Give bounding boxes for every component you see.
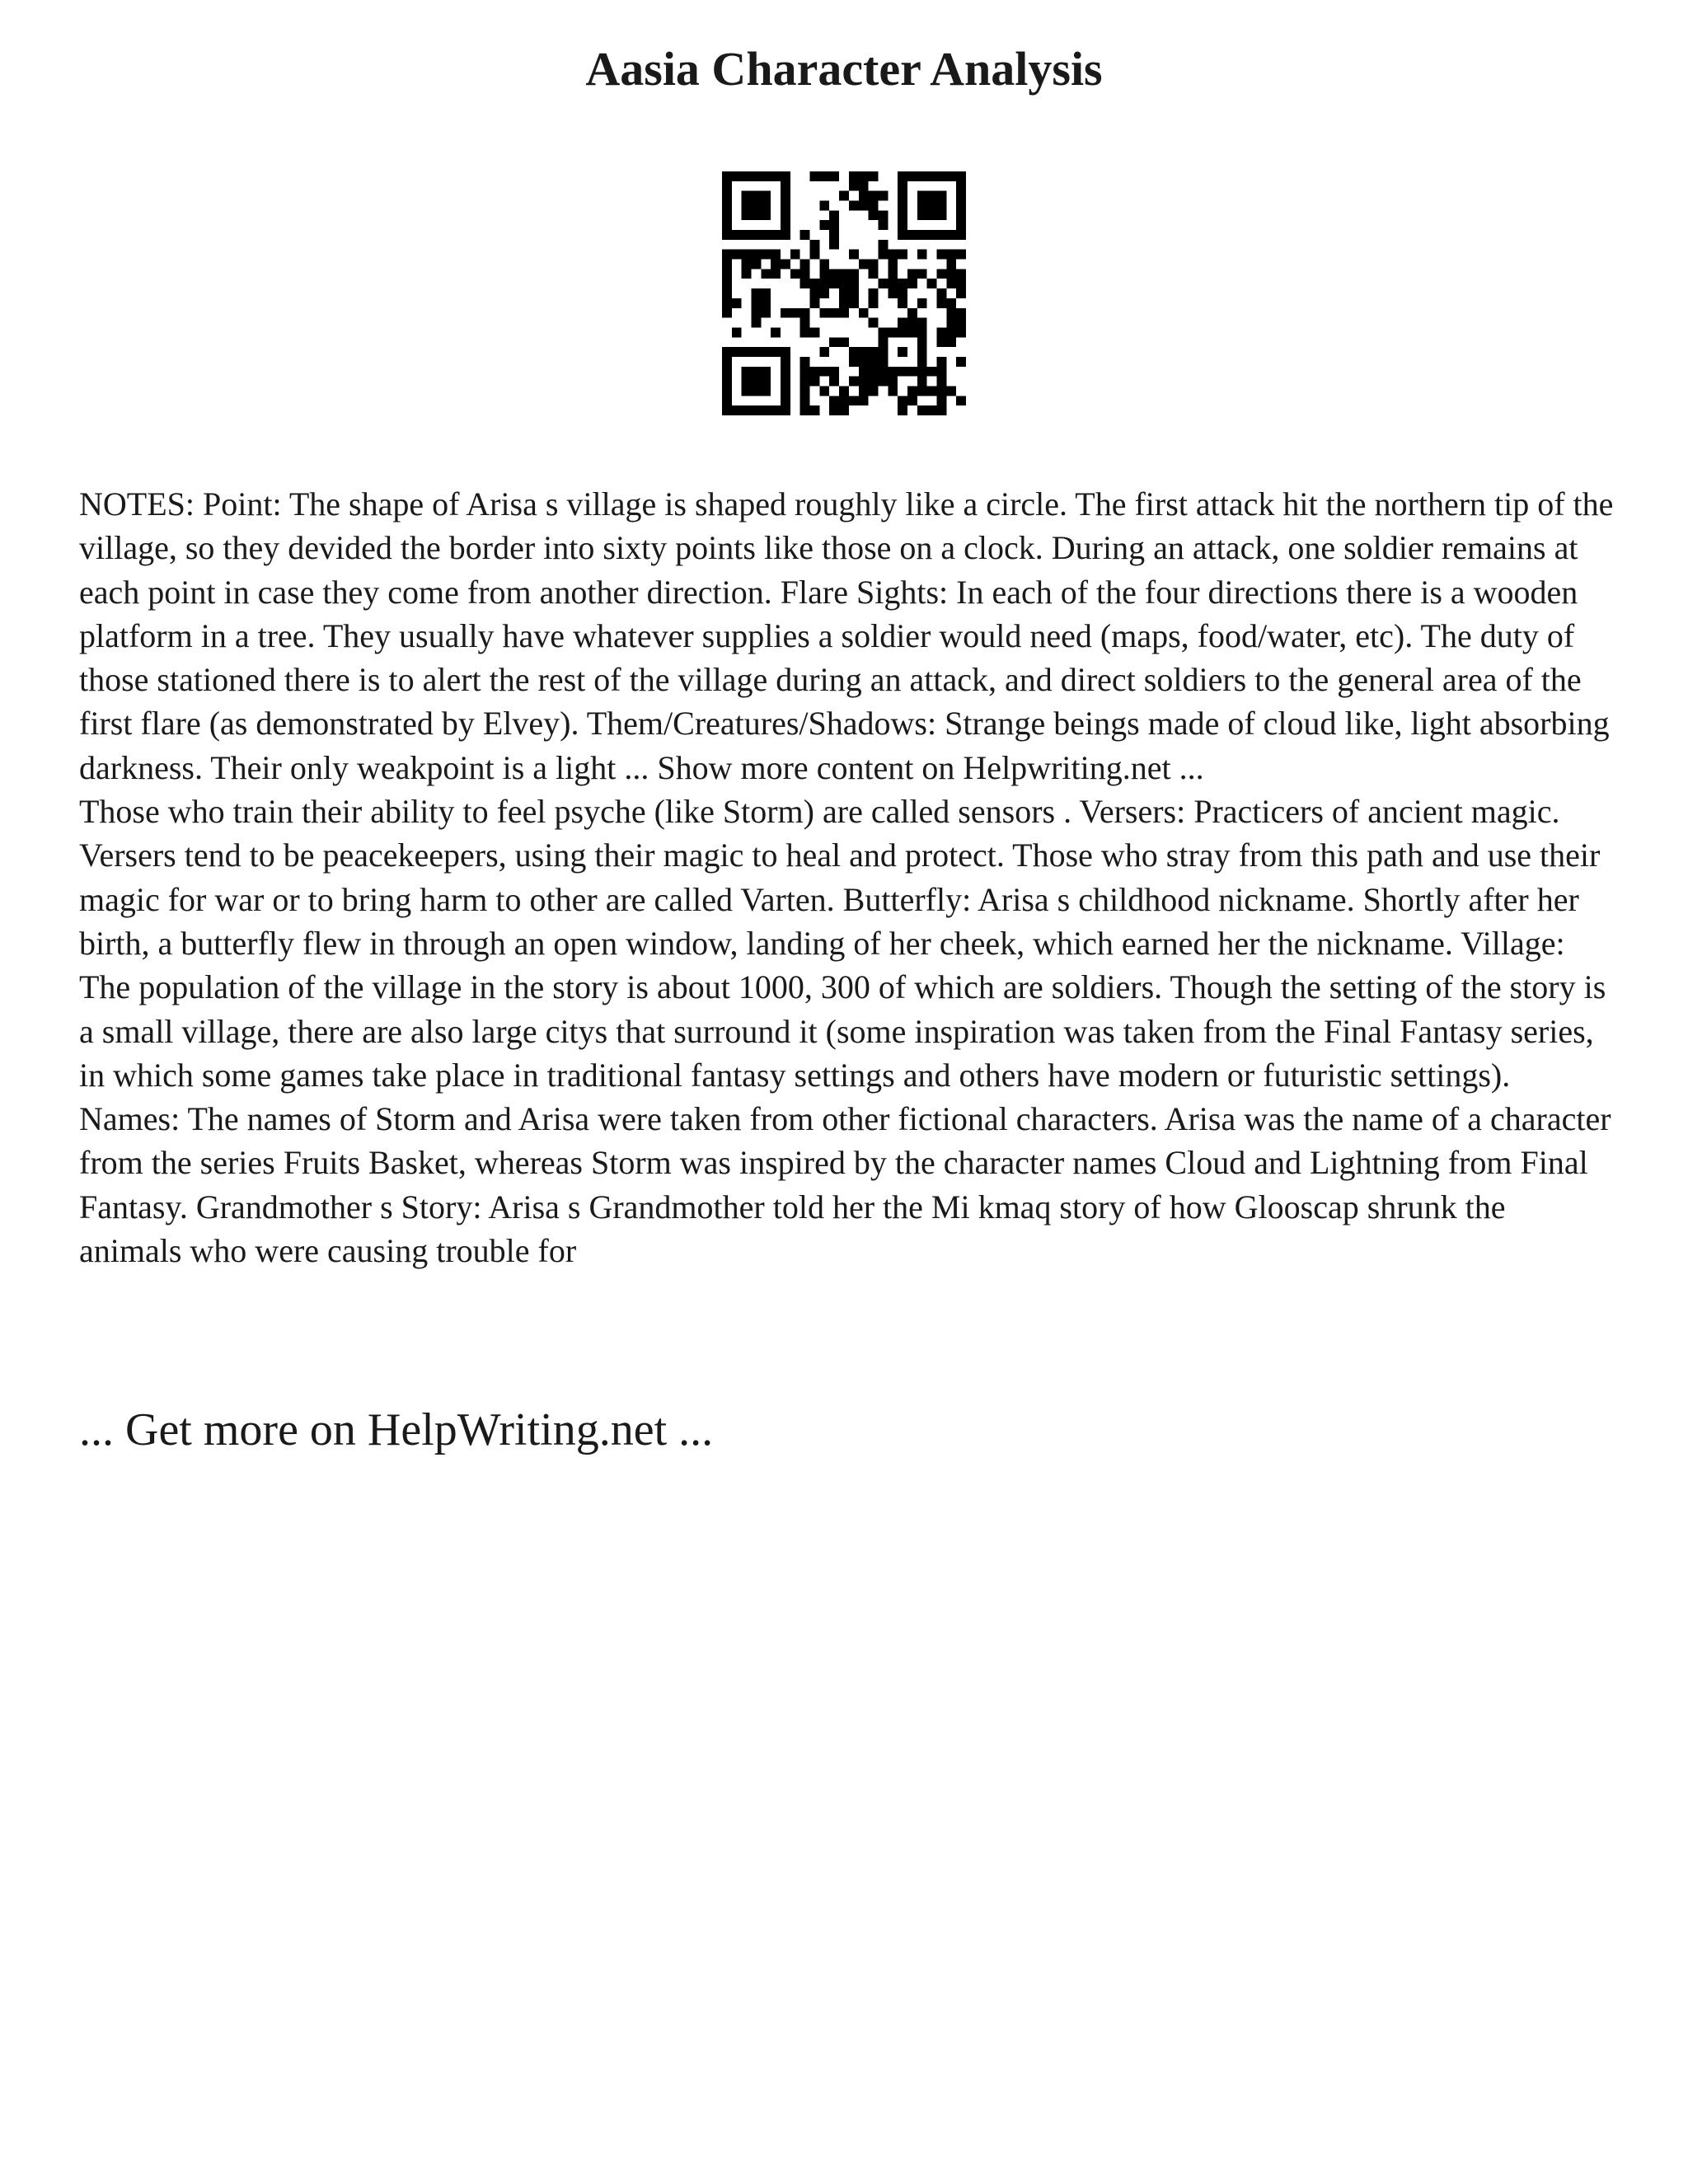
paragraph-continued: Those who train their ability to feel psyche (like Storm) are called sensors . Versers: Practicers of ancient magic. Versers tend to be peacekeepers, using their magic to heal and protect. Those who stray from this path and use their magic for war or to bring harm to other are called Varten. Butterfly: Arisa s childhood nickname. Shortly after her birth, a butterfly flew in through an open window, landing of her cheek, which earned her the nickname. Village: The population of the village in the story is about 1000, 300 of which are soldiers. Though the setting of the story is a small village, there are also large citys that surround it (some inspiration was taken from the Final Fantasy series, in which some games take place in traditional fantasy settings and others have modern or futuristic settings). Names: The names of Storm and Arisa were taken from other fictional characters. Arisa was the name of a character from the series Fruits Basket, whereas Storm was inspired by the character names Cloud and Lightning from Final Fantasy. Grandmother s Story: Arisa s Grandmother told her the Mi kmaq story of how Glooscap shrunk the animals who were causing trouble for	[79, 793, 1611, 1270]
document-title: Aasia Character Analysis	[585, 42, 1103, 96]
paragraph-notes: NOTES: Point: The shape of Arisa s village is shaped roughly like a circle. The first attack hit the northern tip of the village, so they devided the border into sixty points like those on a clock. During an attack, one soldier remains at each point in case they come from another direction. Flare Sights: In each of the four directions there is a wooden platform in a tree. They usually have whatever supplies a soldier would need (maps, food/water, etc). The duty of those stationed there is to alert the rest of the village during an attack, and direct soldiers to the general area of the first flare (as demonstrated by Elvey). Them/Creatures/Shadows: Strange beings made of cloud like, light absorbing darkness. Their only weakpoint is a light ... Show more content on Helpwriting.net ...	[79, 485, 1614, 786]
get-more-link[interactable]: ... Get more on HelpWriting.net ...	[79, 1404, 714, 1455]
qr-code-icon	[722, 171, 966, 415]
document-body	[79, 482, 1615, 1272]
